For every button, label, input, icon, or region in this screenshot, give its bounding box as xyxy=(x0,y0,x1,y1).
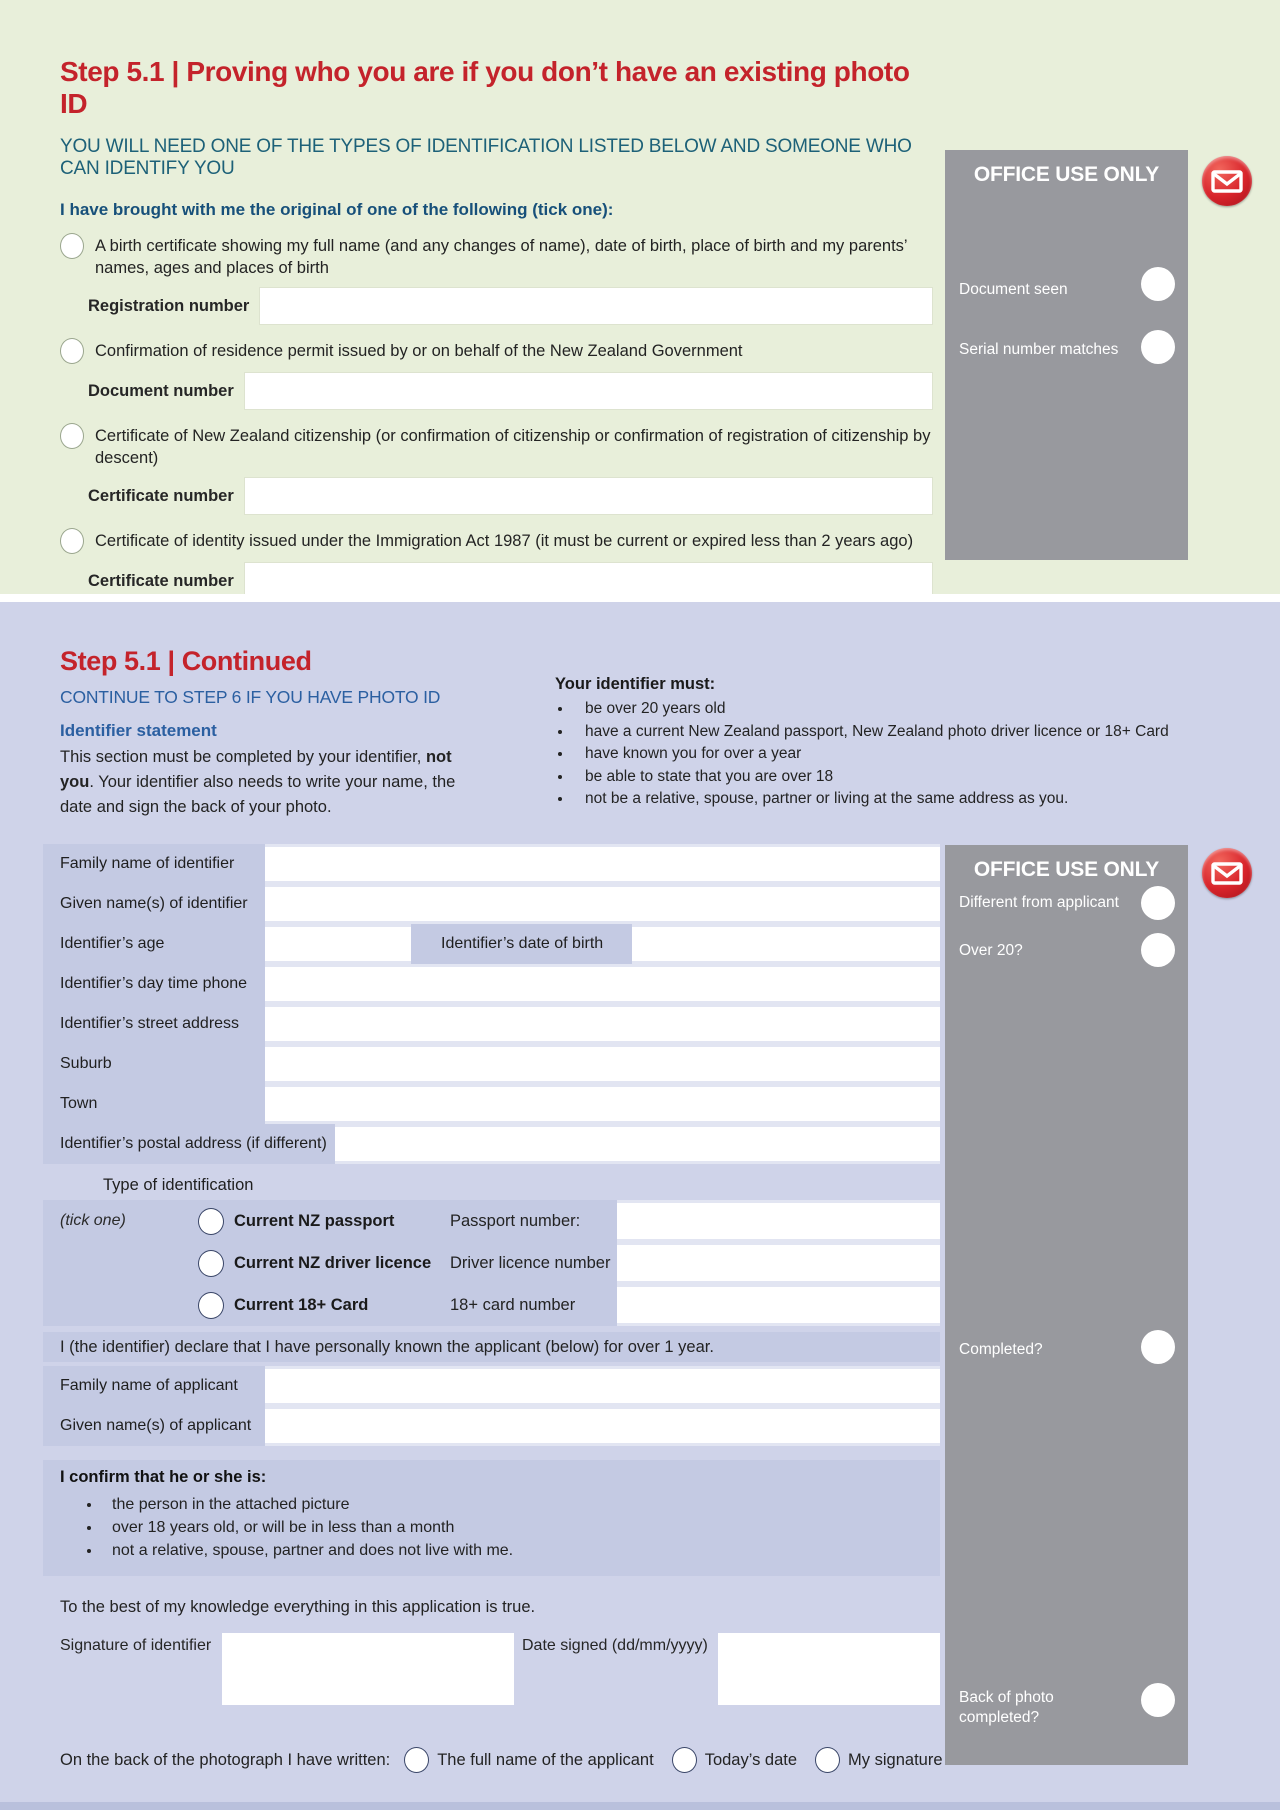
section1-title: Step 5.1 | Proving who you are if you don’t have an existing photo ID xyxy=(60,56,910,119)
family-name-applicant-row xyxy=(43,1366,940,1406)
identifier-phone-row xyxy=(43,964,940,1004)
different-from-applicant-checkbox[interactable] xyxy=(1141,886,1175,920)
driver-licence-row xyxy=(43,1242,940,1284)
nz-post-envelope-icon xyxy=(1202,156,1252,206)
identifier-dob-input[interactable] xyxy=(632,924,940,964)
family-name-applicant-input[interactable] xyxy=(265,1366,940,1406)
nz-passport-label: Current NZ passport xyxy=(234,1211,395,1230)
option-label: Confirmation of residence permit issued by or on behalf of the New Zealand Government xyxy=(95,342,743,360)
given-names-identifier-input[interactable] xyxy=(265,884,940,924)
18plus-card-row xyxy=(43,1284,940,1326)
confirm-block xyxy=(43,1460,940,1576)
certificate-number-input[interactable] xyxy=(244,477,933,515)
confirm-item: • the person in the attached picture xyxy=(102,1493,940,1516)
given-names-applicant-label: Given name(s) of applicant xyxy=(60,1417,252,1434)
confirm-heading: I confirm that he or she is: xyxy=(60,1468,267,1486)
todays-date-written-radio[interactable] xyxy=(672,1747,697,1773)
identifier-dob-label: Identifier’s date of birth xyxy=(441,935,604,952)
18plus-card-radio[interactable] xyxy=(198,1292,224,1319)
serial-number-matches-label: Serial number matches xyxy=(959,341,1119,358)
must-item: • have known you for over a year xyxy=(573,743,1220,766)
nz-driver-licence-label: Current NZ driver licence xyxy=(234,1253,432,1272)
identifier-statement-heading: Identifier statement xyxy=(60,721,217,740)
certificate-number-label: Certificate number xyxy=(88,486,234,505)
option-label: Certificate of New Zealand citizenship (or confirmation of citizenship or confirmation of registration of citizenship by descent) xyxy=(95,427,931,467)
must-item: • be over 20 years old xyxy=(573,698,1220,721)
must-item: • have a current New Zealand passport, New Zealand photo driver licence or 18+ Card xyxy=(573,721,1220,744)
option-residence-permit xyxy=(60,340,933,364)
office-use-only-title: OFFICE USE ONLY xyxy=(973,163,1160,186)
residence-permit-radio[interactable] xyxy=(60,338,84,364)
given-names-applicant-input[interactable] xyxy=(265,1406,940,1446)
identifier-statement-paragraph: This section must be completed by your identifier, not you. Your identifier also needs to write your name, the date and sign the back of your photo. xyxy=(60,748,456,816)
identifier-postal-row xyxy=(43,1124,940,1164)
confirm-item: • over 18 years old, or will be in less than a month xyxy=(102,1516,940,1539)
signature-row xyxy=(60,1633,940,1705)
confirm-item: • not a relative, spouse, partner and does not live with me. xyxy=(102,1539,940,1562)
identifier-street-row xyxy=(43,1004,940,1044)
tick-one-label: (tick one) xyxy=(60,1212,126,1229)
back-of-photo-completed-checkbox[interactable] xyxy=(1141,1683,1175,1717)
section-proving-identity xyxy=(0,0,1280,594)
option-birth-certificate xyxy=(60,235,933,279)
option-label: A birth certificate showing my full name (and any changes of name), date of birth, place of birth and my parents’ names, ages and places of birth xyxy=(95,237,907,277)
document-seen-label: Document seen xyxy=(959,281,1068,298)
todays-date-written-label: Today’s date xyxy=(704,1750,798,1769)
completed-checkbox[interactable] xyxy=(1141,1330,1175,1364)
document-number-row xyxy=(88,372,933,410)
18plus-card-label: Current 18+ Card xyxy=(234,1295,369,1314)
given-names-identifier-row xyxy=(43,884,940,924)
option-certificate-of-identity xyxy=(60,530,933,554)
continue-note: CONTINUE TO STEP 6 IF YOU HAVE PHOTO ID xyxy=(60,687,441,707)
registration-number-label: Registration number xyxy=(88,296,250,315)
identifier-declaration: I (the identifier) declare that I have personally known the applicant (below) for over 1 year. xyxy=(43,1332,940,1362)
truth-statement: To the best of my knowledge everything in this application is true. xyxy=(60,1598,536,1616)
signature-of-identifier-input[interactable] xyxy=(222,1633,514,1705)
town-input[interactable] xyxy=(265,1084,940,1124)
office-use-only-box-1 xyxy=(945,150,1188,560)
registration-number-input[interactable] xyxy=(259,287,933,325)
identifier-age-input[interactable] xyxy=(265,924,411,964)
nz-passport-radio[interactable] xyxy=(198,1208,224,1235)
section1-lead: I have brought with me the original of one of the following (tick one): xyxy=(60,200,614,219)
passport-row xyxy=(43,1200,940,1242)
family-name-identifier-row xyxy=(43,844,940,884)
birth-certificate-radio[interactable] xyxy=(60,233,84,259)
office-use-only-box-2 xyxy=(945,845,1188,1765)
completed-label: Completed? xyxy=(959,1341,1043,1358)
18plus-card-number-label: 18+ card number xyxy=(450,1295,576,1314)
different-from-applicant-label: Different from applicant xyxy=(959,894,1119,911)
town-row xyxy=(43,1084,940,1124)
option-citizenship-certificate xyxy=(60,425,933,469)
must-item: • not be a relative, spouse, partner or living at the same address as you. xyxy=(573,788,1220,811)
certificate-number-row xyxy=(88,477,933,515)
identifier-details-block xyxy=(43,844,940,1164)
section2-title: Step 5.1 | Continued xyxy=(60,646,312,676)
identifier-must-heading: Your identifier must: xyxy=(555,675,716,693)
full-name-written-radio[interactable] xyxy=(404,1747,429,1773)
identifier-must-list xyxy=(573,698,1220,811)
certificate-of-identity-radio[interactable] xyxy=(60,528,84,554)
certificate-number-label: Certificate number xyxy=(88,571,234,590)
18plus-card-number-input[interactable] xyxy=(617,1284,940,1326)
given-names-identifier-label: Given name(s) of identifier xyxy=(60,895,248,912)
type-of-identification-heading: Type of identification xyxy=(103,1176,254,1194)
suburb-input[interactable] xyxy=(265,1044,940,1084)
suburb-label: Suburb xyxy=(60,1055,112,1072)
must-item: • be able to state that you are over 18 xyxy=(573,766,1220,789)
section-identifier-statement xyxy=(0,602,1280,1810)
document-number-label: Document number xyxy=(88,381,234,400)
identifier-postal-label: Identifier’s postal address (if different) xyxy=(60,1135,327,1152)
date-signed-label: Date signed (dd/mm/yyyy) xyxy=(522,1637,708,1654)
identifier-street-input[interactable] xyxy=(265,1004,940,1044)
option-label: Certificate of identity issued under the Immigration Act 1987 (it must be current or expired less than 2 years ago) xyxy=(95,532,914,550)
full-name-written-label: The full name of the applicant xyxy=(437,1750,654,1769)
back-of-photo-completed-label: Back of photo completed? xyxy=(959,1689,1054,1726)
over-20-checkbox[interactable] xyxy=(1141,933,1175,967)
confirm-list xyxy=(102,1493,940,1562)
family-name-applicant-label: Family name of applicant xyxy=(60,1377,238,1394)
identifier-phone-input[interactable] xyxy=(265,964,940,1004)
document-seen-checkbox[interactable] xyxy=(1141,267,1175,301)
section-divider xyxy=(0,594,1280,602)
nz-driver-licence-radio[interactable] xyxy=(198,1250,224,1277)
town-label: Town xyxy=(60,1095,98,1112)
given-names-applicant-row xyxy=(43,1406,940,1446)
identifier-age-label: Identifier’s age xyxy=(60,935,165,952)
over-20-label: Over 20? xyxy=(959,942,1023,959)
identifier-age-row xyxy=(43,924,940,964)
photo-back-lead: On the back of the photograph I have written: xyxy=(60,1750,391,1769)
applicant-details-block xyxy=(43,1366,940,1446)
office-use-only-title: OFFICE USE ONLY xyxy=(973,858,1160,881)
serial-number-matches-checkbox[interactable] xyxy=(1141,330,1175,364)
citizenship-certificate-radio[interactable] xyxy=(60,423,84,449)
next-section-edge xyxy=(0,1802,1280,1810)
nz-post-envelope-icon xyxy=(1202,848,1252,898)
family-name-identifier-label: Family name of identifier xyxy=(60,855,235,872)
document-number-input[interactable] xyxy=(244,372,933,410)
driver-licence-number-input[interactable] xyxy=(617,1242,940,1284)
identifier-street-label: Identifier’s street address xyxy=(60,1015,240,1032)
registration-number-row xyxy=(88,287,933,325)
section1-subtitle: YOU WILL NEED ONE OF THE TYPES OF IDENTIFICATION LISTED BELOW AND SOMEONE WHO CAN IDENTIFY YOU xyxy=(60,136,912,179)
date-signed-input[interactable] xyxy=(718,1633,940,1705)
my-signature-written-radio[interactable] xyxy=(815,1747,840,1773)
passport-number-input[interactable] xyxy=(617,1200,940,1242)
family-name-identifier-input[interactable] xyxy=(265,844,940,884)
passport-number-label: Passport number: xyxy=(450,1211,581,1230)
identifier-phone-label: Identifier’s day time phone xyxy=(60,975,248,992)
driver-licence-number-label: Driver licence number xyxy=(450,1253,611,1272)
identifier-postal-input[interactable] xyxy=(335,1124,940,1164)
suburb-row xyxy=(43,1044,940,1084)
my-signature-written-label: My signature xyxy=(848,1750,943,1769)
type-of-identification-block xyxy=(43,1200,940,1326)
signature-of-identifier-label: Signature of identifier xyxy=(60,1637,212,1654)
